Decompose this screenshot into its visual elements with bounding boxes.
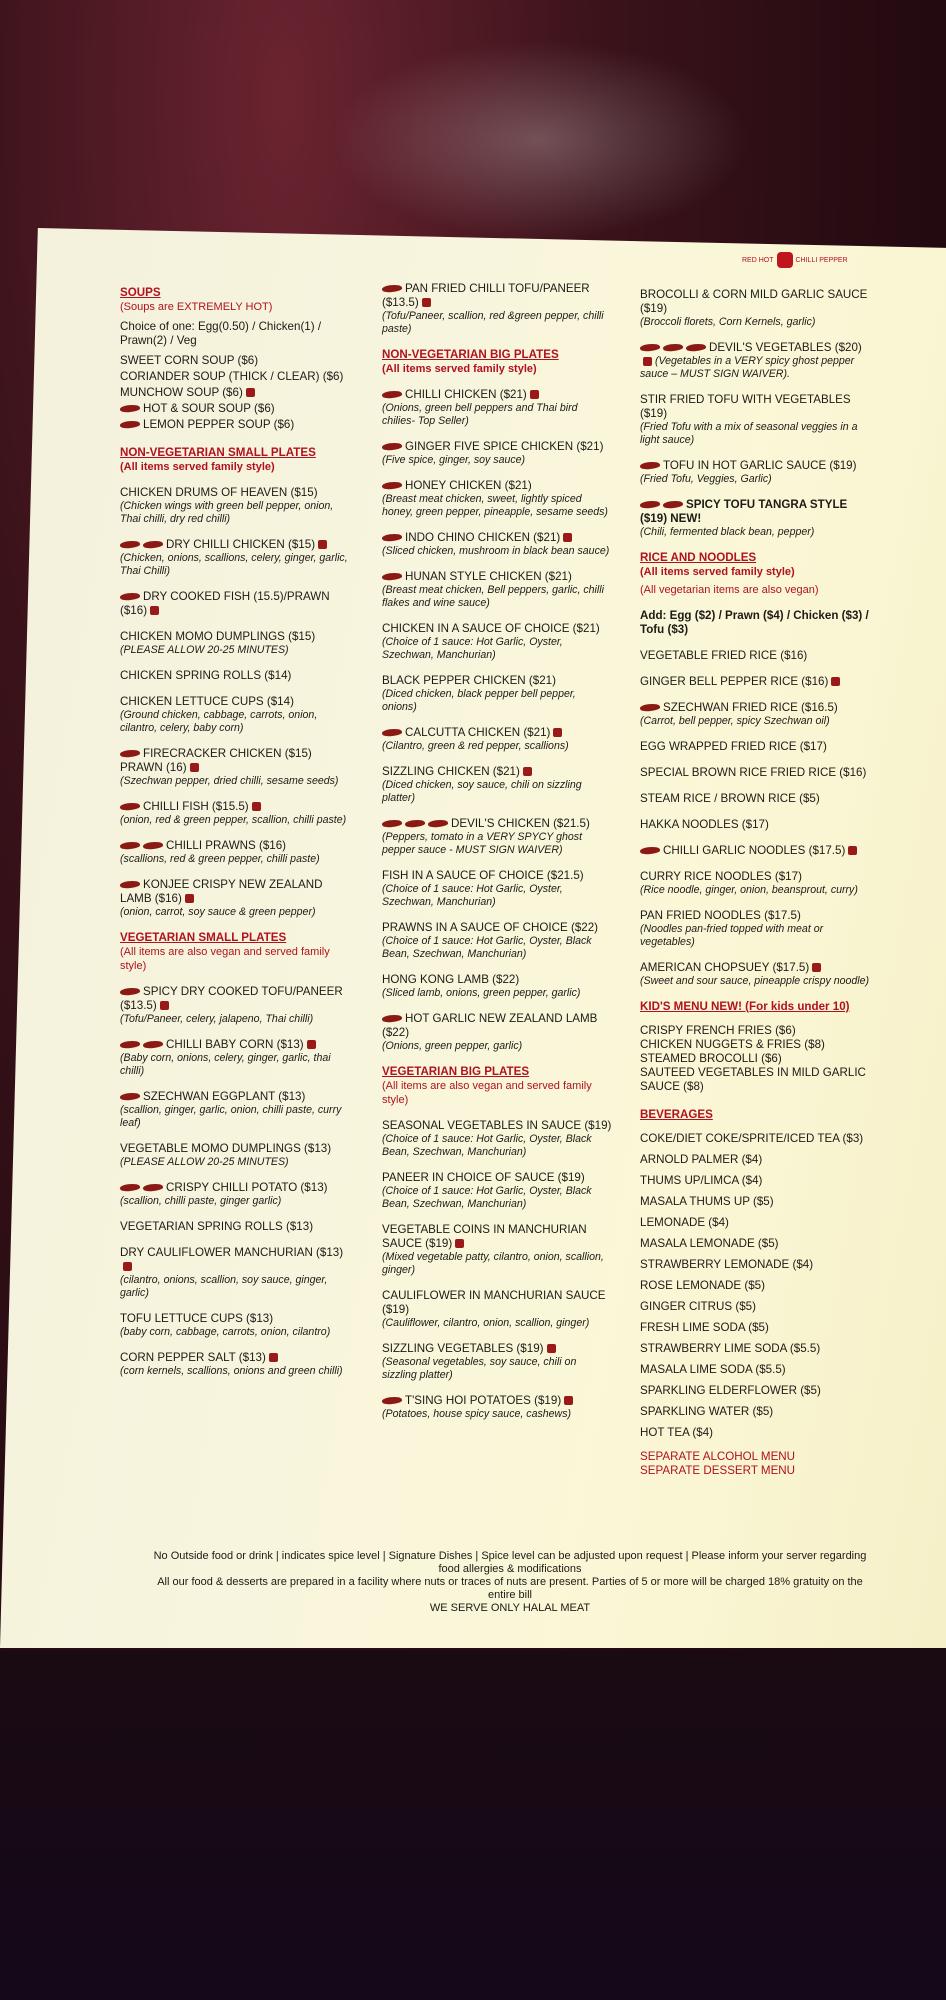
- chilli-pepper-icon: [120, 880, 141, 890]
- menu-item: SIZZLING CHICKEN ($21) (Diced chicken, soy sauce, chili on sizzling platter): [382, 765, 582, 804]
- menu-item: EGG WRAPPED FRIED RICE ($17): [640, 740, 827, 753]
- menu-item: BLACK PEPPER CHICKEN ($21) (Diced chicken, black pepper bell pepper, onions): [382, 674, 576, 713]
- menu-item: HOT & SOUR SOUP ($6): [120, 402, 350, 416]
- light-glare: [330, 40, 750, 240]
- chilli-pepper-icon: [120, 404, 141, 414]
- menu-item: CHILLI GARLIC NOODLES ($17.5): [640, 844, 872, 858]
- menu-item: VEGETABLE MOMO DUMPLINGS ($13) (PLEASE ALLOW 20-25 MINUTES): [120, 1142, 332, 1168]
- chilli-pepper-icon: [382, 390, 403, 400]
- beverage-item: ROSE LEMONADE ($5): [640, 1279, 765, 1292]
- signature-dish-icon: [190, 763, 199, 772]
- section-title-veg-big: VEGETARIAN BIG PLATES: [382, 1065, 530, 1078]
- chilli-pepper-icon: [143, 1183, 164, 1193]
- chilli-pepper-icon: [428, 819, 449, 829]
- menu-item: FISH IN A SAUCE OF CHOICE ($21.5) (Choice of 1 sauce: Hot Garlic, Oyster, Szechwan, Manchurian): [382, 869, 584, 908]
- chilli-pepper-icon: [120, 1040, 141, 1050]
- signature-dish-icon: [318, 540, 327, 549]
- signature-dish-icon: [530, 390, 539, 399]
- chilli-pepper-icon: [382, 442, 403, 452]
- beverage-item: STRAWBERRY LIME SODA ($5.5): [640, 1342, 821, 1355]
- beverage-item: SPARKLING WATER ($5): [640, 1405, 774, 1418]
- signature-dish-icon: [422, 298, 431, 307]
- menu-footer: [150, 1550, 870, 1615]
- soups-choice: Choice of one: Egg(0.50) / Chicken(1) / Prawn(2) / Veg: [120, 320, 322, 347]
- menu-item: HONEY CHICKEN ($21) (Breast meat chicken, sweet, lightly spiced honey, green pepper, pineapple, sesame seeds): [382, 479, 608, 518]
- chilli-pepper-icon: [382, 1014, 403, 1024]
- chilli-pepper-icon: [143, 540, 164, 550]
- section-note: (All vegetarian items are also vegan): [640, 584, 819, 596]
- menu-item: CRISPY CHILLI POTATO ($13) (scallion, chilli paste, ginger garlic): [120, 1181, 328, 1207]
- soups-note: (Soups are EXTREMELY HOT): [120, 301, 273, 313]
- menu-item: T'SING HOI POTATOES ($19) (Potatoes, house spicy sauce, cashews): [382, 1394, 612, 1421]
- menu-item: SWEET CORN SOUP ($6): [120, 354, 259, 367]
- menu-item: CHILLI CHICKEN ($21) (Onions, green bell peppers and Thai bird chilies- Top Seller): [382, 388, 578, 427]
- footer-line-3: WE SERVE ONLY HALAL MEAT: [429, 1602, 591, 1614]
- logo-mark-icon: [777, 252, 793, 268]
- dessert-menu-note: SEPARATE DESSERT MENU: [640, 1464, 796, 1477]
- section-note: (All items are also vegan and served family style): [382, 1080, 592, 1106]
- menu-item: SPICY DRY COOKED TOFU/PANEER ($13.5) (Tofu/Paneer, celery, jalapeno, Thai chilli): [120, 985, 343, 1025]
- chilli-pepper-icon: [120, 1092, 141, 1102]
- chilli-pepper-icon: [640, 343, 661, 353]
- chilli-pepper-icon: [382, 284, 403, 294]
- signature-dish-icon: [307, 1040, 316, 1049]
- menu-item: DEVIL'S CHICKEN ($21.5) (Peppers, tomato in a VERY SPYCY ghost pepper sauce - MUST SIGN WAIVER): [382, 817, 590, 856]
- chilli-pepper-icon: [120, 749, 141, 759]
- menu-item: SPECIAL BROWN RICE FRIED RICE ($16): [640, 766, 867, 779]
- signature-dish-icon: [643, 357, 652, 366]
- section-note: (All items served family style): [640, 566, 795, 578]
- signature-dish-icon: [246, 388, 255, 397]
- section-note: (All items served family style): [382, 363, 537, 375]
- menu-item: PAN FRIED NOODLES ($17.5) (Noodles pan-fried topped with meat or vegetables): [640, 909, 824, 948]
- menu-item: HONG KONG LAMB ($22) (Sliced lamb, onions, green pepper, garlic): [382, 973, 581, 999]
- menu-item: STEAM RICE / BROWN RICE ($5): [640, 792, 820, 805]
- menu-item: STIR FRIED TOFU WITH VEGETABLES ($19) (Fried Tofu with a mix of seasonal veggies in a light sauce): [640, 393, 858, 446]
- signature-dish-icon: [160, 1001, 169, 1010]
- chilli-pepper-icon: [663, 500, 684, 510]
- menu-item: MUNCHOW SOUP ($6): [120, 386, 350, 400]
- chilli-pepper-icon: [640, 461, 661, 471]
- menu-item: CHICKEN LETTUCE CUPS ($14) (Ground chicken, cabbage, carrots, onion, cilantro, celery, baby corn): [120, 695, 318, 734]
- section-title-kids: KID'S MENU NEW! (For kids under 10): [640, 1000, 850, 1013]
- chilli-pepper-icon: [120, 987, 141, 997]
- menu-item: CHILLI FISH ($15.5) (onion, red & green pepper, scallion, chilli paste): [120, 800, 347, 826]
- signature-dish-icon: [269, 1353, 278, 1362]
- chilli-pepper-icon: [663, 343, 684, 353]
- chilli-pepper-icon: [120, 540, 141, 550]
- menu-item: PAN FRIED CHILLI TOFU/PANEER ($13.5) (Tofu/Paneer, scallion, red &green pepper, chilli paste): [382, 282, 604, 335]
- restaurant-logo: [742, 252, 848, 268]
- menu-item: CORN PEPPER SALT ($13) (corn kernels, scallions, onions and green chilli): [120, 1351, 343, 1377]
- menu-item: LEMON PEPPER SOUP ($6): [120, 418, 350, 432]
- signature-dish-icon: [547, 1344, 556, 1353]
- chilli-pepper-icon: [382, 1396, 403, 1406]
- logo-right-text: CHILLI PEPPER: [795, 256, 848, 264]
- menu-item: CHILLI PRAWNS ($16) (scallions, red & green pepper, chilli paste): [120, 839, 320, 865]
- menu-item: CHILLI BABY CORN ($13) (Baby corn, onions, celery, ginger, garlic, thai chilli): [120, 1038, 331, 1077]
- footer-line-2: All our food & desserts are prepared in a facility where nuts or traces of nuts are present. Parties of 5 or more will be charged 18% gratuity on the entire bill: [157, 1576, 863, 1601]
- menu-item: HUNAN STYLE CHICKEN ($21) (Breast meat chicken, Bell peppers, garlic, chilli flakes and wine sauce): [382, 570, 604, 609]
- signature-dish-icon: [150, 606, 159, 615]
- section-note: (All items are also vegan and served family style): [120, 946, 330, 972]
- menu-item: VEGETABLE FRIED RICE ($16): [640, 649, 808, 662]
- menu-item: BROCOLLI & CORN MILD GARLIC SAUCE ($19) (Broccoli florets, Corn Kernels, garlic): [640, 288, 868, 328]
- menu-item: CALCUTTA CHICKEN ($21) (Cilantro, green & red pepper, scallions): [382, 726, 569, 752]
- signature-dish-icon: [455, 1239, 464, 1248]
- menu-item: CORIANDER SOUP (THICK / CLEAR) ($6): [120, 370, 344, 383]
- menu-column-2: [382, 282, 612, 1433]
- kids-item: STEAMED BROCOLLI ($6): [640, 1052, 782, 1065]
- menu-item: CURRY RICE NOODLES ($17) (Rice noodle, ginger, onion, beansprout, curry): [640, 870, 858, 896]
- beverage-item: MASALA LIME SODA ($5.5): [640, 1363, 786, 1376]
- beverage-list: [640, 1132, 872, 1440]
- beverage-item: ARNOLD PALMER ($4): [640, 1153, 763, 1166]
- beverage-item: MASALA THUMS UP ($5): [640, 1195, 774, 1208]
- menu-item: PANEER IN CHOICE OF SAUCE ($19) (Choice of 1 sauce: Hot Garlic, Oyster, Black Bean, Szechwan, Manchurian): [382, 1171, 592, 1210]
- alcohol-menu-note: SEPARATE ALCOHOL MENU: [640, 1450, 796, 1463]
- menu-item: PRAWNS IN A SAUCE OF CHOICE ($22) (Choice of 1 sauce: Hot Garlic, Oyster, Black Bean, Szechwan, Manchurian): [382, 921, 599, 960]
- chilli-pepper-icon: [143, 841, 164, 851]
- chilli-pepper-icon: [405, 819, 426, 829]
- section-title-soups: SOUPS: [120, 286, 161, 299]
- beverage-item: COKE/DIET COKE/SPRITE/ICED TEA ($3): [640, 1132, 864, 1145]
- section-title-veg-small: VEGETARIAN SMALL PLATES: [120, 931, 287, 944]
- signature-dish-icon: [563, 533, 572, 542]
- menu-item: GINGER BELL PEPPER RICE ($16): [640, 675, 872, 689]
- menu-item: VEGETARIAN SPRING ROLLS ($13): [120, 1220, 314, 1233]
- menu-item: HAKKA NOODLES ($17): [640, 818, 769, 831]
- chilli-pepper-icon: [640, 500, 661, 510]
- footer-line-1: No Outside food or drink | indicates spice level | Signature Dishes | Spice level can be adjusted upon request | Please inform your server regarding food allergies & modifications: [153, 1550, 867, 1575]
- chilli-pepper-icon: [640, 703, 661, 713]
- beverage-item: THUMS UP/LIMCA ($4): [640, 1174, 763, 1187]
- menu-item: CAULIFLOWER IN MANCHURIAN SAUCE ($19) (Cauliflower, cilantro, onion, scallion, ginger): [382, 1289, 606, 1329]
- chilli-pepper-icon: [382, 572, 403, 582]
- signature-dish-icon: [848, 846, 857, 855]
- chilli-pepper-icon: [143, 1040, 164, 1050]
- menu-column-3: [640, 288, 872, 1478]
- section-title-nv-big: NON-VEGETARIAN BIG PLATES: [382, 348, 559, 361]
- menu-item: HOT GARLIC NEW ZEALAND LAMB ($22) (Onions, green pepper, garlic): [382, 1012, 598, 1052]
- section-note: (All items served family style): [120, 461, 275, 473]
- beverage-item: GINGER CITRUS ($5): [640, 1300, 756, 1313]
- menu-item: CHICKEN SPRING ROLLS ($14): [120, 669, 292, 682]
- menu-item: CHICKEN IN A SAUCE OF CHOICE ($21) (Choice of 1 sauce: Hot Garlic, Oyster, Szechwan, Manchurian): [382, 622, 600, 661]
- kids-item: CHICKEN NUGGETS & FRIES ($8): [640, 1038, 825, 1051]
- kids-item: SAUTEED VEGETABLES IN MILD GARLIC SAUCE ($8): [640, 1066, 866, 1093]
- menu-item: DRY COOKED FISH (15.5)/PRAWN ($16): [120, 590, 330, 617]
- menu-item: KONJEE CRISPY NEW ZEALAND LAMB ($16) (onion, carrot, soy sauce & green pepper): [120, 878, 323, 918]
- beverage-item: LEMONADE ($4): [640, 1216, 729, 1229]
- chilli-pepper-icon: [382, 481, 403, 491]
- signature-dish-icon: [123, 1262, 132, 1271]
- chilli-pepper-icon: [686, 343, 707, 353]
- chilli-pepper-icon: [382, 819, 403, 829]
- menu-item: VEGETABLE COINS IN MANCHURIAN SAUCE ($19) (Mixed vegetable patty, cilantro, onion, scallion, ginger): [382, 1223, 604, 1276]
- signature-dish-icon: [812, 963, 821, 972]
- beverage-item: STRAWBERRY LEMONADE ($4): [640, 1258, 814, 1271]
- chilli-pepper-icon: [382, 728, 403, 738]
- signature-dish-icon: [252, 802, 261, 811]
- menu-item: TOFU LETTUCE CUPS ($13) (baby corn, cabbage, carrots, onion, cilantro): [120, 1312, 331, 1338]
- menu-item: INDO CHINO CHICKEN ($21) (Sliced chicken, mushroom in black bean sauce): [382, 531, 610, 557]
- beverage-item: SPARKLING ELDERFLOWER ($5): [640, 1384, 821, 1397]
- chilli-pepper-icon: [120, 592, 141, 602]
- section-title-nv-small: NON-VEGETARIAN SMALL PLATES: [120, 446, 316, 459]
- chilli-pepper-icon: [120, 802, 141, 812]
- chilli-pepper-icon: [640, 846, 661, 856]
- menu-item: DRY CAULIFLOWER MANCHURIAN ($13) (cilantro, onions, scallion, soy sauce, ginger, garlic): [120, 1246, 344, 1299]
- menu-item: SZECHWAN FRIED RICE ($16.5) (Carrot, bell pepper, spicy Szechwan oil): [640, 701, 838, 727]
- menu-item: CHICKEN DRUMS OF HEAVEN ($15) (Chicken wings with green bell pepper, onion, Thai chilli, dry red chilli): [120, 486, 334, 525]
- signature-dish-icon: [831, 677, 840, 686]
- kids-item: CRISPY FRENCH FRIES ($6): [640, 1024, 796, 1037]
- beverage-item: HOT TEA ($4): [640, 1426, 714, 1439]
- menu-item: TOFU IN HOT GARLIC SAUCE ($19) (Fried Tofu, Veggies, Garlic): [640, 459, 857, 485]
- menu-item: SPICY TOFU TANGRA STYLE ($19) NEW! (Chili, fermented black bean, pepper): [640, 498, 848, 538]
- menu-item: CHICKEN MOMO DUMPLINGS ($15) (PLEASE ALLOW 20-25 MINUTES): [120, 630, 316, 656]
- menu-item: DRY CHILLI CHICKEN ($15) (Chicken, onions, scallions, celery, ginger, garlic, Thai Chilli): [120, 538, 348, 577]
- menu-item: SZECHWAN EGGPLANT ($13) (scallion, ginger, garlic, onion, chilli paste, curry leaf): [120, 1090, 342, 1129]
- menu-column-1: [120, 282, 350, 1390]
- menu-item: AMERICAN CHOPSUEY ($17.5) (Sweet and sour sauce, pineapple crispy noodle): [640, 961, 870, 987]
- table-surface: [0, 1650, 946, 2000]
- signature-dish-icon: [185, 894, 194, 903]
- signature-dish-icon: [523, 767, 532, 776]
- signature-dish-icon: [553, 728, 562, 737]
- menu-item: SEASONAL VEGETABLES IN SAUCE ($19) (Choice of 1 sauce: Hot Garlic, Oyster, Black Bean, Szechwan, Manchurian): [382, 1119, 612, 1158]
- section-title-rice-noodles: RICE AND NOODLES: [640, 551, 757, 564]
- chilli-pepper-icon: [120, 841, 141, 851]
- menu-item: GINGER FIVE SPICE CHICKEN ($21) (Five spice, ginger, soy sauce): [382, 440, 604, 466]
- menu-item: FIRECRACKER CHICKEN ($15) PRAWN (16) (Szechwan pepper, dried chilli, sesame seeds): [120, 747, 339, 787]
- beverage-item: MASALA LEMONADE ($5): [640, 1237, 779, 1250]
- chilli-pepper-icon: [382, 533, 403, 543]
- chilli-pepper-icon: [120, 420, 141, 430]
- section-title-beverages: BEVERAGES: [640, 1108, 713, 1121]
- logo-left-text: RED HOT: [742, 256, 774, 264]
- menu-item: SIZZLING VEGETABLES ($19) (Seasonal vegetables, soy sauce, chili on sizzling platter): [382, 1342, 577, 1381]
- chilli-pepper-icon: [120, 1183, 141, 1193]
- signature-dish-icon: [564, 1396, 573, 1405]
- menu-item: DEVIL'S VEGETABLES ($20) (Vegetables in a VERY spicy ghost pepper sauce – MUST SIGN WAIVER).: [640, 341, 862, 380]
- rice-add-ons: Add: Egg ($2) / Prawn ($4) / Chicken ($3) / Tofu ($3): [640, 609, 869, 636]
- beverage-item: FRESH LIME SODA ($5): [640, 1321, 769, 1334]
